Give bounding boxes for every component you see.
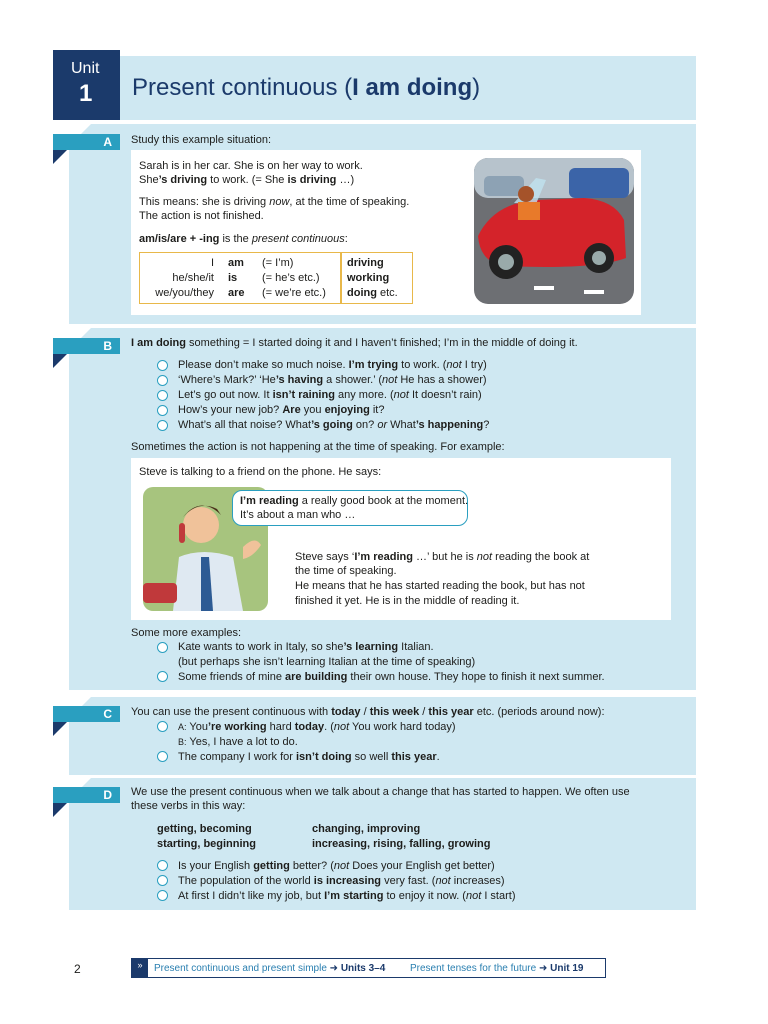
bullet [157,751,168,762]
steve-intro: Steve is talking to a friend on the phone. He says: [139,466,382,478]
b-example-5: What’s all that noise? What’s going on? or What’s happening? [178,419,490,431]
unit-number: 1 [79,80,93,107]
d-example-3: At first I didn’t like my job, but I’m starting to enjoy it now. (not I start) [178,890,516,902]
bullet [157,420,168,431]
table-form: driving [347,257,384,269]
a-line-5: am/is/are + -ing is the present continuous: [139,233,348,245]
bullet [157,405,168,416]
car-illustration [474,158,634,304]
d-verbs-4: increasing, rising, falling, growing [312,838,491,850]
double-arrow-icon: » [132,959,148,977]
table-subject: we/you/they [155,287,214,299]
crossref-link-1[interactable]: Present continuous and present simple ➜ Units 3–4 [154,963,386,974]
present-continuous-table [139,252,413,304]
d-example-1: Is your English getting better? (not Does your English get better) [178,860,495,872]
bullet [157,671,168,682]
d-verbs-1: getting, becoming [157,823,252,835]
steve-explain-3: He means that he has started reading the book, but has not [295,580,585,592]
table-subject: I [210,257,214,269]
page-number: 2 [74,962,81,976]
table-contraction: (= I’m) [262,257,294,269]
more-example-1: Kate wants to work in Italy, so she’s learning Italian. [178,641,434,653]
more-example-1-note: (but perhaps she isn’t learning Italian at the time of speaking) [178,656,476,668]
a-line-1: Sarah is in her car. She is on her way to work. [139,160,363,172]
bubble-line-1: I’m reading a really good book at the moment. [240,495,469,507]
c-example-b: B: Yes, I have a lot to do. [178,736,298,748]
cross-reference-bar [131,958,606,978]
b-example-3: Let’s go out now. It isn’t raining any more. (not It doesn’t rain) [178,389,482,401]
table-contraction: (= he’s etc.) [262,272,320,284]
b-example-1: Please don’t make so much noise. I’m trying to work. (not I try) [178,359,487,371]
steve-explain-1: Steve says ‘I’m reading …’ but he is not reading the book at [295,551,590,563]
b-definition: I am doing something = I started doing it and I haven’t finished; I’m in the middle of doing it. [131,337,578,349]
a-line-3: This means: she is driving now, at the time of speaking. [139,196,410,208]
table-form: doing etc. [347,287,398,299]
bullet [157,860,168,871]
table-verb: are [228,287,245,299]
bullet [157,375,168,386]
d-verbs-2: changing, improving [312,823,421,835]
c-example-a: A: You’re working hard today. (not You work hard today) [178,721,456,733]
table-divider [340,253,342,303]
section-a-intro: Study this example situation: [131,134,272,146]
table-contraction: (= we’re etc.) [262,287,326,299]
bullet [157,890,168,901]
bullet [157,642,168,653]
title-bar [120,56,696,120]
steve-explain-4: finished it yet. He is in the middle of reading it. [295,595,520,607]
section-b-tab: B [53,338,120,354]
section-d-tab: D [53,787,120,803]
section-a-tab: A [53,134,120,150]
c-example-c: The company I work for isn’t doing so well this year. [178,751,440,763]
c-intro: You can use the present continuous with today / this week / this year etc. (periods around now): [131,706,605,718]
more-examples-heading: Some more examples: [131,627,242,639]
bullet [157,360,168,371]
d-intro-1: We use the present continuous when we talk about a change that has started to happen. We often use [131,786,630,798]
table-verb: am [228,257,244,269]
crossref-link-2[interactable]: Present tenses for the future ➜ Unit 19 [410,963,584,974]
d-intro-2: these verbs in this way: [131,800,246,812]
b-sometimes: Sometimes the action is not happening at the time of speaking. For example: [131,441,505,453]
steve-explain-2: the time of speaking. [295,565,397,577]
a-line-2: She’s driving to work. (= She is driving …) [139,174,355,186]
d-verbs-3: starting, beginning [157,838,256,850]
more-example-2: Some friends of mine are building their own house. They hope to finish it next summer. [178,671,605,683]
unit-badge [53,50,120,120]
d-example-2: The population of the world is increasing very fast. (not increases) [178,875,505,887]
section-c-tab: C [53,706,120,722]
page-title: Present continuous (I am doing) [132,74,481,101]
bullet [157,721,168,732]
bullet [157,390,168,401]
table-form: working [347,272,390,284]
table-verb: is [228,272,238,284]
bubble-line-2: It’s about a man who … [240,509,356,521]
a-line-4: The action is not finished. [139,210,264,222]
unit-label: Unit [71,60,100,77]
b-example-4: How’s your new job? Are you enjoying it? [178,404,385,416]
b-example-2: ‘Where’s Mark?’ ‘He’s having a shower.’ (not He has a shower) [178,374,487,386]
table-subject: he/she/it [172,272,214,284]
bullet [157,875,168,886]
